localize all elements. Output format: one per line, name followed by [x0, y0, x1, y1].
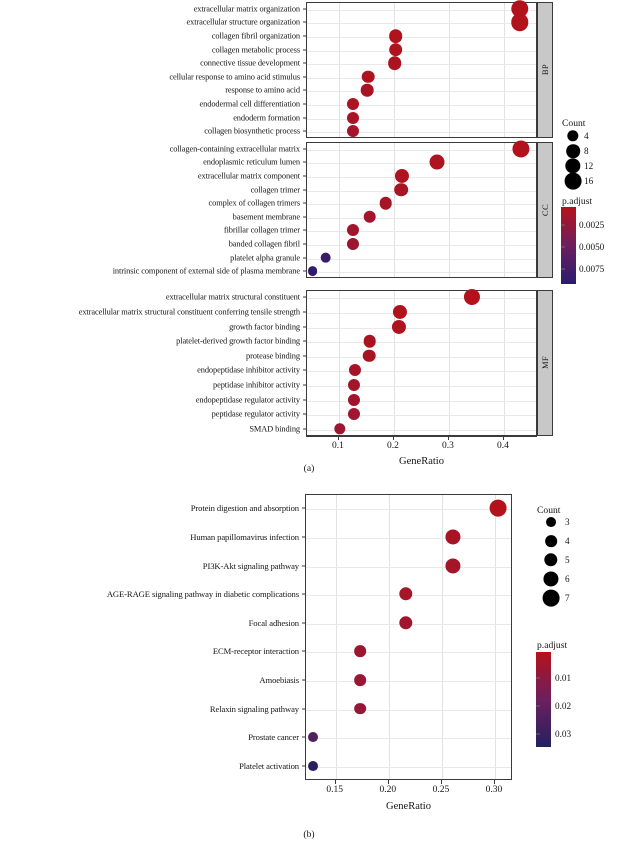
y-axis-label: collagen biosynthetic process	[204, 126, 300, 136]
y-axis-tick	[303, 189, 306, 190]
facet-strip-bp	[537, 2, 553, 138]
x-axis-tick-label: 0.30	[485, 785, 503, 795]
padjust-colorbar-label: 0.0050	[579, 241, 605, 252]
y-axis-tick	[303, 176, 306, 177]
y-axis-label: extracellular matrix structural constituent	[165, 292, 300, 302]
padjust-colorbar-label: 0.0075	[579, 263, 605, 274]
y-axis-tick	[303, 203, 306, 204]
y-axis-tick	[303, 117, 306, 118]
y-axis-label: endoplasmic reticulum lumen	[203, 157, 300, 167]
data-point	[309, 761, 319, 771]
y-axis-label: connective tissue development	[200, 58, 300, 68]
y-axis-label: ECM-receptor interaction	[212, 646, 299, 657]
y-axis-tick	[303, 384, 306, 385]
count-legend-dot	[565, 173, 582, 190]
count-legend-label: 16	[584, 176, 594, 186]
gridline-horizontal	[307, 150, 536, 151]
count-legend-label: 8	[584, 146, 589, 156]
y-axis-label: Platelet activation	[239, 760, 299, 771]
count-legend-dot	[545, 535, 557, 547]
gridline-horizontal	[307, 313, 536, 314]
facet-strip-label: CC	[540, 203, 550, 217]
gridline-horizontal	[307, 10, 536, 11]
count-legend-label: 12	[584, 161, 594, 171]
y-axis-label: platelet-derived growth factor binding	[176, 336, 300, 346]
x-axis-tick	[335, 780, 336, 784]
data-point	[347, 98, 359, 110]
y-axis-tick	[302, 708, 305, 709]
y-axis-label: PI3K-Akt signaling pathway	[202, 560, 299, 571]
count-legend-label: 5	[565, 555, 570, 565]
gridline-horizontal	[306, 652, 511, 653]
y-axis-tick	[303, 49, 306, 50]
x-axis-tick-label: 0.1	[331, 441, 344, 451]
facet-strip-cc	[537, 142, 553, 278]
gridline-horizontal	[307, 64, 536, 65]
data-point	[309, 732, 319, 742]
y-axis-label: Amoebiasis	[259, 674, 299, 685]
y-axis-tick	[303, 90, 306, 91]
y-axis-label: Human papillomavirus infection	[190, 531, 299, 542]
x-axis-tick-label: 0.3	[441, 441, 454, 451]
data-point	[347, 125, 359, 137]
gridline-horizontal	[307, 342, 536, 343]
data-point	[388, 56, 402, 70]
padjust-legend-title: p.adjust	[537, 640, 568, 651]
y-axis-label: fibrillar collagen trimer	[223, 225, 300, 235]
gridline-horizontal	[307, 177, 536, 178]
x-axis-tick-label: 0.20	[379, 785, 397, 795]
padjust-colorbar-label: 0.0025	[579, 219, 605, 230]
y-axis-tick	[303, 271, 306, 272]
data-point	[361, 84, 374, 97]
y-axis-label: Prostate cancer	[248, 732, 299, 743]
y-axis-label: extracellular matrix structural constituent conferring tensile strength	[78, 307, 300, 317]
y-axis-tick	[303, 244, 306, 245]
y-axis-tick	[303, 428, 306, 429]
gridline-horizontal	[307, 386, 536, 387]
data-point	[363, 335, 376, 348]
y-axis-label: intrinsic component of external side of plasma membrane	[112, 266, 300, 276]
y-axis-label: extracellular structure organization	[186, 17, 300, 27]
y-axis-tick	[303, 297, 306, 298]
facet-strip-label: MF	[540, 356, 550, 370]
gridline-horizontal	[307, 245, 536, 246]
y-axis-label: SMAD binding	[249, 424, 300, 434]
facet-plot-area-cc	[306, 142, 537, 278]
y-axis-tick	[303, 341, 306, 342]
gridline-horizontal	[306, 738, 511, 739]
data-point	[348, 393, 360, 405]
padjust-colorbar-tick	[561, 224, 565, 225]
gridline-horizontal	[306, 538, 511, 539]
y-axis-tick	[303, 216, 306, 217]
data-point	[349, 364, 361, 376]
panel-b-caption: (b)	[303, 829, 315, 840]
gridline-horizontal	[307, 91, 536, 92]
y-axis-tick	[303, 22, 306, 23]
y-axis-tick	[303, 311, 306, 312]
x-axis-tick	[393, 436, 394, 440]
padjust-colorbar-tick	[561, 268, 565, 269]
gridline-horizontal	[307, 272, 536, 273]
x-axis-tick	[338, 436, 339, 440]
data-point	[363, 210, 376, 223]
y-axis-tick	[302, 651, 305, 652]
x-axis-title: GeneRatio	[386, 801, 431, 812]
data-point	[389, 29, 403, 43]
count-legend-dot	[565, 158, 580, 173]
gridline-horizontal	[307, 415, 536, 416]
y-axis-label: protease binding	[246, 351, 300, 361]
y-axis-tick	[303, 414, 306, 415]
x-axis-tick	[448, 436, 449, 440]
data-point	[362, 70, 375, 83]
y-axis-label: extracellular matrix component	[197, 171, 300, 181]
gridline-horizontal	[306, 509, 511, 510]
y-axis-tick	[303, 326, 306, 327]
count-legend-label: 7	[565, 593, 570, 603]
data-point	[394, 183, 408, 197]
x-axis-tick	[388, 780, 389, 784]
y-axis-tick	[303, 162, 306, 163]
facet-strip-mf	[537, 290, 553, 436]
padjust-colorbar-label: 0.02	[555, 701, 572, 712]
data-point	[354, 674, 366, 686]
y-axis-tick	[302, 737, 305, 738]
x-axis-tick-label: 0.4	[496, 441, 509, 451]
x-axis-tick-label: 0.25	[432, 785, 450, 795]
data-point	[379, 197, 392, 210]
y-axis-label: peptidase regulator activity	[211, 409, 300, 419]
count-legend-title: Count	[537, 505, 561, 516]
facet-plot-area-mf	[306, 290, 537, 436]
y-axis-tick	[303, 36, 306, 37]
y-axis-tick	[302, 765, 305, 766]
data-point	[347, 112, 359, 124]
y-axis-tick	[302, 536, 305, 537]
gridline-horizontal	[307, 191, 536, 192]
padjust-colorbar-tick	[561, 246, 565, 247]
data-point	[363, 349, 376, 362]
y-axis-label: Focal adhesion	[248, 617, 299, 628]
data-point	[347, 224, 359, 236]
y-axis-tick	[303, 131, 306, 132]
x-axis-title: GeneRatio	[399, 456, 444, 467]
gridline-horizontal	[307, 51, 536, 52]
y-axis-label: complex of collagen trimers	[208, 198, 300, 208]
count-legend-dot	[544, 553, 557, 566]
y-axis-label: endoderm formation	[233, 113, 300, 123]
data-point	[320, 252, 331, 263]
count-legend-label: 4	[584, 131, 589, 141]
gridline-horizontal	[307, 119, 536, 120]
y-axis-label: collagen fibril organization	[211, 31, 300, 41]
y-axis-label: collagen trimer	[250, 185, 300, 195]
count-legend-title: Count	[562, 118, 586, 129]
count-legend-dot	[566, 144, 580, 158]
y-axis-label: response to amino acid	[225, 85, 300, 95]
y-axis-label: basement membrane	[232, 212, 300, 222]
gridline-horizontal	[307, 401, 536, 402]
data-point	[347, 238, 359, 250]
gridline-horizontal	[307, 204, 536, 205]
x-axis-tick	[441, 780, 442, 784]
padjust-colorbar-label: 0.01	[555, 672, 572, 683]
y-axis-label: peptidase inhibitor activity	[213, 380, 300, 390]
data-point	[490, 500, 507, 517]
x-axis-tick	[503, 436, 504, 440]
y-axis-label: growth factor binding	[229, 322, 300, 331]
gridline-horizontal	[307, 231, 536, 232]
padjust-colorbar-tick	[536, 734, 540, 735]
y-axis-label: collagen-containing extracellular matrix	[169, 144, 300, 154]
gridline-horizontal	[307, 23, 536, 24]
count-legend-label: 4	[565, 536, 570, 546]
gridline-horizontal	[307, 357, 536, 358]
y-axis-tick	[302, 622, 305, 623]
gridline-horizontal	[307, 259, 536, 260]
y-axis-label: extracellular matrix organization	[193, 4, 300, 14]
count-legend-dot	[546, 517, 556, 527]
padjust-colorbar	[536, 652, 551, 747]
y-axis-label: endodermal cell differentiation	[199, 99, 300, 109]
count-legend-label: 6	[565, 574, 570, 584]
plot-area	[305, 494, 512, 780]
padjust-colorbar-label: 0.03	[555, 729, 572, 740]
gridline-horizontal	[307, 371, 536, 372]
gridline-horizontal	[307, 218, 536, 219]
y-axis-tick	[302, 565, 305, 566]
y-axis-label: platelet alpha granule	[230, 253, 300, 263]
y-axis-tick	[303, 257, 306, 258]
count-legend-label: 3	[565, 517, 570, 527]
gridline-horizontal	[307, 37, 536, 38]
y-axis-tick	[303, 63, 306, 64]
data-point	[389, 43, 403, 57]
y-axis-tick	[302, 679, 305, 680]
gridline-horizontal	[306, 710, 511, 711]
data-point	[430, 155, 445, 170]
x-axis-tick-label: 0.15	[326, 785, 344, 795]
y-axis-label: cellular response to amino acid stimulus	[169, 72, 300, 82]
gridline-horizontal	[307, 105, 536, 106]
gridline-horizontal	[306, 681, 511, 682]
y-axis-tick	[303, 8, 306, 9]
gridline-horizontal	[307, 163, 536, 164]
gridline-horizontal	[307, 132, 536, 133]
panel-a-caption: (a)	[303, 463, 315, 474]
y-axis-tick	[303, 370, 306, 371]
panel-b-kegg-dotplot	[0, 480, 618, 848]
facet-strip-label: BP	[540, 64, 550, 76]
padjust-legend-title: p.adjust	[562, 196, 593, 207]
padjust-colorbar-tick	[536, 706, 540, 707]
gridline-horizontal	[306, 767, 511, 768]
x-axis-tick-label: 0.2	[386, 441, 399, 451]
y-axis-label: banded collagen fibril	[228, 239, 300, 249]
count-legend-dot	[543, 590, 560, 607]
gridline-horizontal	[306, 567, 511, 568]
data-point	[354, 703, 366, 715]
y-axis-tick	[302, 508, 305, 509]
y-axis-tick	[303, 148, 306, 149]
count-legend-dot	[543, 571, 558, 586]
gridline-horizontal	[307, 328, 536, 329]
y-axis-label: collagen metabolic process	[211, 45, 300, 55]
gridline-horizontal	[307, 298, 536, 299]
data-point	[308, 266, 318, 276]
data-point	[348, 408, 360, 420]
y-axis-tick	[303, 399, 306, 400]
y-axis-label: endopeptidase regulator activity	[195, 395, 300, 404]
gridline-horizontal	[307, 78, 536, 79]
y-axis-tick	[303, 230, 306, 231]
y-axis-tick	[303, 76, 306, 77]
y-axis-label: endopeptidase inhibitor activity	[197, 365, 300, 375]
y-axis-label: Protein digestion and absorption	[190, 503, 299, 514]
facet-plot-area-bp	[306, 2, 537, 138]
y-axis-label: AGE-RAGE signaling pathway in diabetic complications	[106, 589, 299, 600]
data-point	[354, 645, 366, 657]
y-axis-tick	[303, 104, 306, 105]
padjust-colorbar-tick	[536, 677, 540, 678]
y-axis-tick	[302, 594, 305, 595]
y-axis-tick	[303, 355, 306, 356]
x-axis-tick	[494, 780, 495, 784]
y-axis-label: Relaxin signaling pathway	[209, 703, 299, 714]
data-point	[348, 379, 360, 391]
count-legend-dot	[567, 130, 578, 141]
